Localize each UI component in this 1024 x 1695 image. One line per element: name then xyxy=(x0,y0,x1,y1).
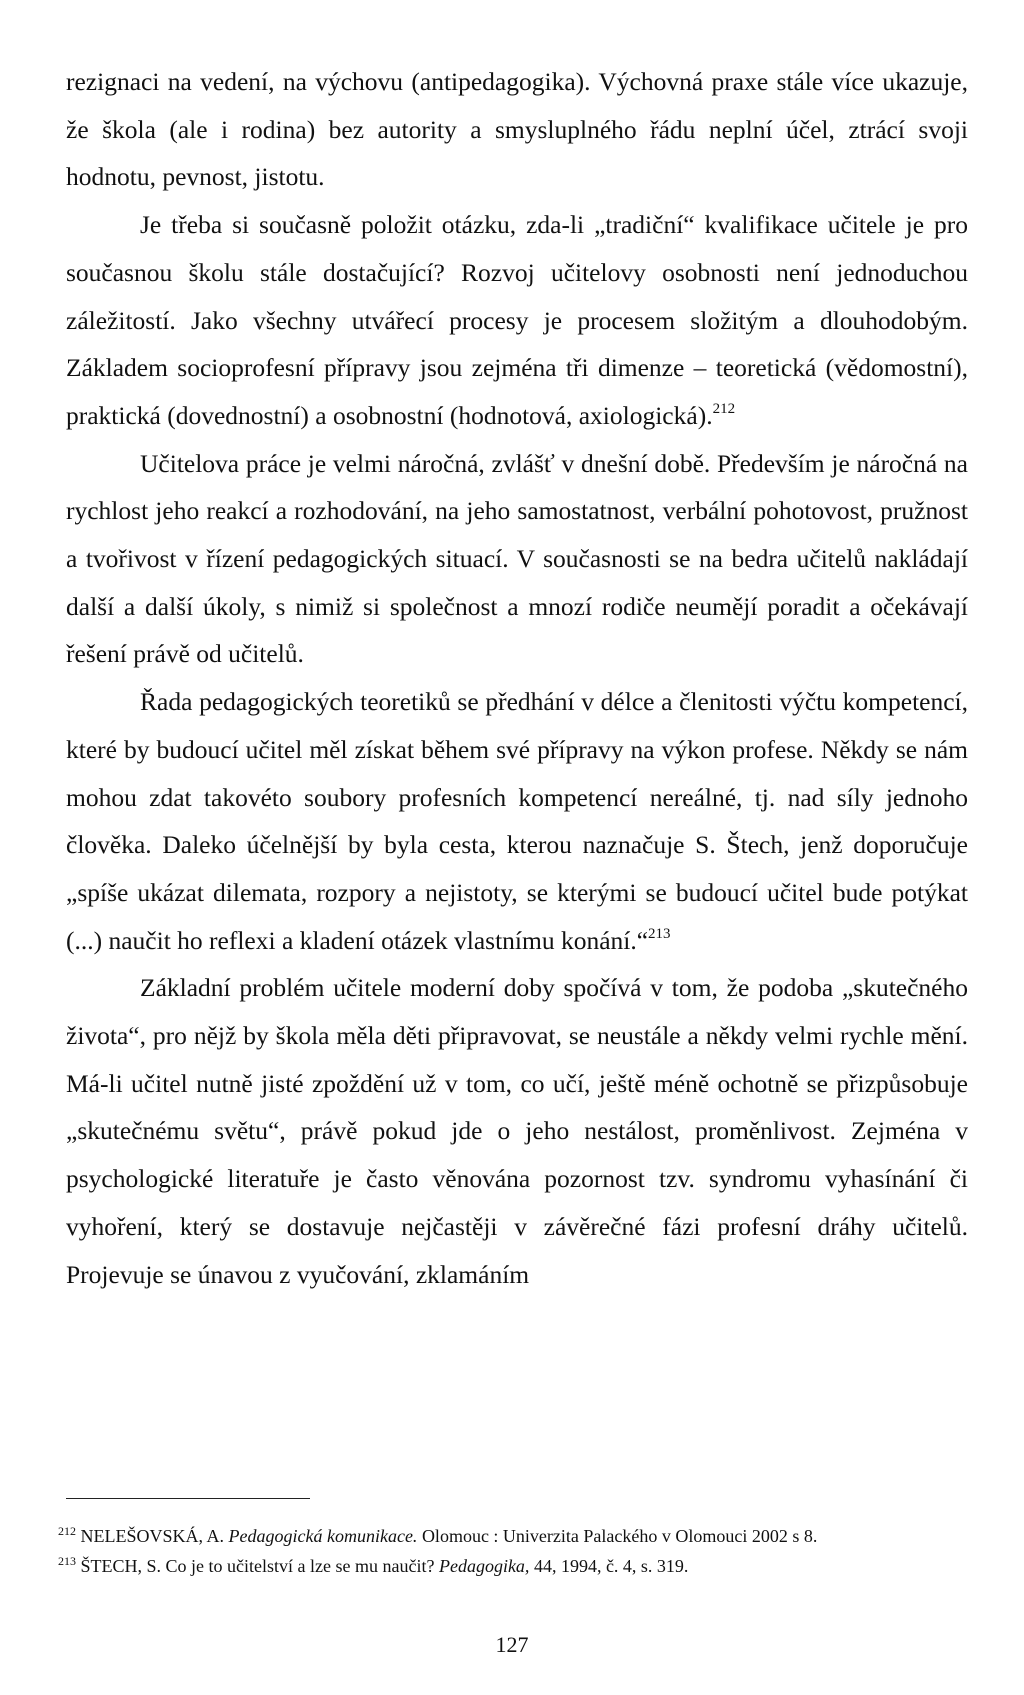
footnote-number: 212 xyxy=(58,1524,76,1538)
footnote-title: Pedagogika, xyxy=(438,1556,530,1576)
paragraph-4 xyxy=(66,678,968,964)
page-number: 127 xyxy=(495,1632,529,1657)
footnote-title: Pedagogická komunikace. xyxy=(228,1526,418,1546)
footnote-213 xyxy=(58,1554,948,1578)
footnote-details: 44, 1994, č. 4, s. 319. xyxy=(533,1556,689,1576)
footnote-separator xyxy=(66,1498,310,1499)
body-text xyxy=(66,58,968,1298)
footnotes xyxy=(58,1524,948,1584)
footnote-number: 213 xyxy=(58,1554,76,1568)
footnote-212 xyxy=(58,1524,948,1548)
paragraph-3: Učitelova práce je velmi náročná, zvlášť v dnešní době. Především je náročná na rychlost jeho reakcí a rozhodování, na jeho samostatnost, verbální pohotovost, pružnost a tvořivost v řízení pedagogických situací. V současnosti se na bedra učitelů nakládají další a další úkoly, s nimiž si společnost a mnozí rodiče neumějí poradit a očekávají řešení právě od učitelů. xyxy=(66,448,968,669)
footnote-author: NELEŠOVSKÁ, A. xyxy=(80,1526,225,1546)
footnote-details: Olomouc : Univerzita Palackého v Olomouci 2002 s 8. xyxy=(421,1526,818,1546)
paragraph-1: rezignaci na vedení, na výchovu (antipedagogika). Výchovná praxe stále více ukazuje, že škola (ale i rodina) bez autority a smysluplného řádu neplní účel, ztrácí svoji hodnotu, pevnost, jistotu. xyxy=(66,67,968,192)
footnote-author: ŠTECH, S. xyxy=(80,1556,162,1576)
footnote-ref-212[interactable]: 212 xyxy=(712,400,736,417)
footnote-article: Co je to učitelství a lze se mu naučit? xyxy=(165,1556,435,1576)
paragraph-5: Základní problém učitele moderní doby spočívá v tom, že podoba „skutečného života“, pro nějž by škola měla děti připravovat, se neustále a někdy velmi rychle mění. Má-li učitel nutně jisté zpoždění už v tom, co učí, ještě méně ochotně se přizpůsobuje „skutečnému světu“, právě pokud jde o jeho nestálost, proměnlivost. Zejména v psychologické literatuře je často věnována pozornost tzv. syndromu vyhasínání či vyhoření, který se dostavuje nejčastěji v závěrečné fázi profesní dráhy učitelů. Projevuje se únavou z vyučování, zklamáním xyxy=(66,973,968,1289)
footnote-ref-213[interactable]: 213 xyxy=(648,925,671,942)
paragraph-4-text: Řada pedagogických teoretiků se předhání v délce a členitosti výčtu kompetencí, které by budoucí učitel měl získat během své přípravy na výkon profese. Někdy se nám mohou zdat takovéto soubory profesních kompetencí nereálné, tj. nad síly jednoho člověka. Daleko účelnější by byla cesta, kterou naznačuje S. Štech, jenž doporučuje „spíše ukázat dilemata, rozpory a nejistoty, se kterými se budoucí učitel bude potýkat (...) naučit ho reflexi a kladení otázek vlastnímu konání.“ xyxy=(66,687,968,955)
paragraph-2-text: Je třeba si současně položit otázku, zda-li „tradiční“ kvalifikace učitele je pro současnou školu stále dostačující? Rozvoj učitelovy osobnosti není jednoduchou záležitostí. Jako všechny utvářecí procesy je procesem složitým a dlouhodobým. Základem socioprofesní přípravy jsou zejména tři dimenze – teoretická (vědomostní), praktická (dovednostní) a osobnostní (hodnotová, axiologická). xyxy=(66,210,968,430)
paragraph-2 xyxy=(66,201,968,440)
